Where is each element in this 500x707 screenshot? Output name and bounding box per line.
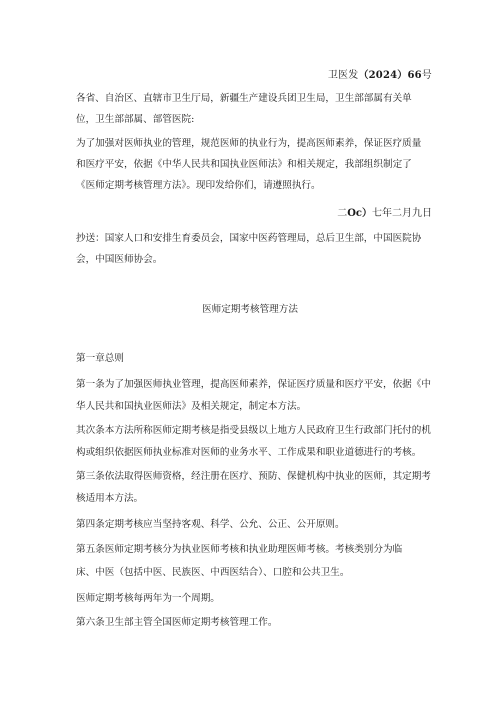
- article-1-line-2: 华人民共和国执业医师法》及相关规定，制定本方法。: [76, 401, 307, 412]
- document-number-prefix: 卫医发: [327, 70, 359, 81]
- article-2-line-1: 其次条本方法所称医师定期考核是指受县级以上地方人民政府卫生行政部门托付的机: [76, 425, 431, 436]
- article-1-line-1: 第一条为了加强医师执业管理，提高医师素养，保证医疗质量和医疗平安，依据《中: [76, 379, 431, 390]
- article-6: 第六条卫生部主管全国医师定期考核管理工作。: [76, 617, 278, 628]
- article-5-line-3: 医师定期考核每两年为一个周期。: [76, 593, 220, 604]
- document-title: 医师定期考核管理方法: [202, 304, 298, 315]
- notice-recipients: 各省、自治区、直辖市卫生厅局，新疆生产建设兵团卫生局，卫生部部属有关单位，卫生部部属、部管医院:: [76, 93, 412, 125]
- article-3-line-2: 核适用本方法。: [76, 493, 144, 504]
- notice-date-prefix: 二: [337, 208, 348, 219]
- chapter-1-heading: 第一章总则: [76, 353, 124, 364]
- document-number-year: （2024）66: [358, 70, 422, 81]
- notice-date: [337, 204, 432, 219]
- notice-date-bold: Oc）: [347, 208, 372, 219]
- article-5-line-1: 第五条医师定期考核分为执业医师考核和执业助理医师考核。考核类别分为临: [76, 544, 403, 555]
- article-3-line-1: 第三条依法取得医师资格，经注册在医疗、预防、保健机构中执业的医师，其定期考: [76, 471, 431, 482]
- notice-cc: 抄送：国家人口和安排生育委员会，国家中医药管理局，总后卫生部，中国医院协会，中国医师协会。: [76, 233, 422, 265]
- article-4: 第四条定期考核应当坚持客观、科学、公允、公正、公开原则。: [76, 519, 345, 530]
- document-number-suffix: 号: [421, 70, 432, 81]
- notice-intro: 为了加强对医师执业的管理，规范医师的执业行为，提高医师素养，保证医疗质量和医疗平安，依据《中华人民共和国执业医师法》和相关规定，我部组织制定了《医师定期考核管理方法》。现印发给你们，请遵照执行。: [76, 138, 422, 191]
- article-5-line-2: 床、中医（包括中医、民族医、中西医结合）、口腔和公共卫生。: [76, 567, 350, 578]
- document-number: [328, 66, 432, 81]
- article-2-line-2: 构或组织依据医师执业标准对医师的业务水平、工作成果和职业道德进行的考核。: [76, 447, 422, 458]
- notice-date-suffix: 七年二月九日: [372, 208, 432, 219]
